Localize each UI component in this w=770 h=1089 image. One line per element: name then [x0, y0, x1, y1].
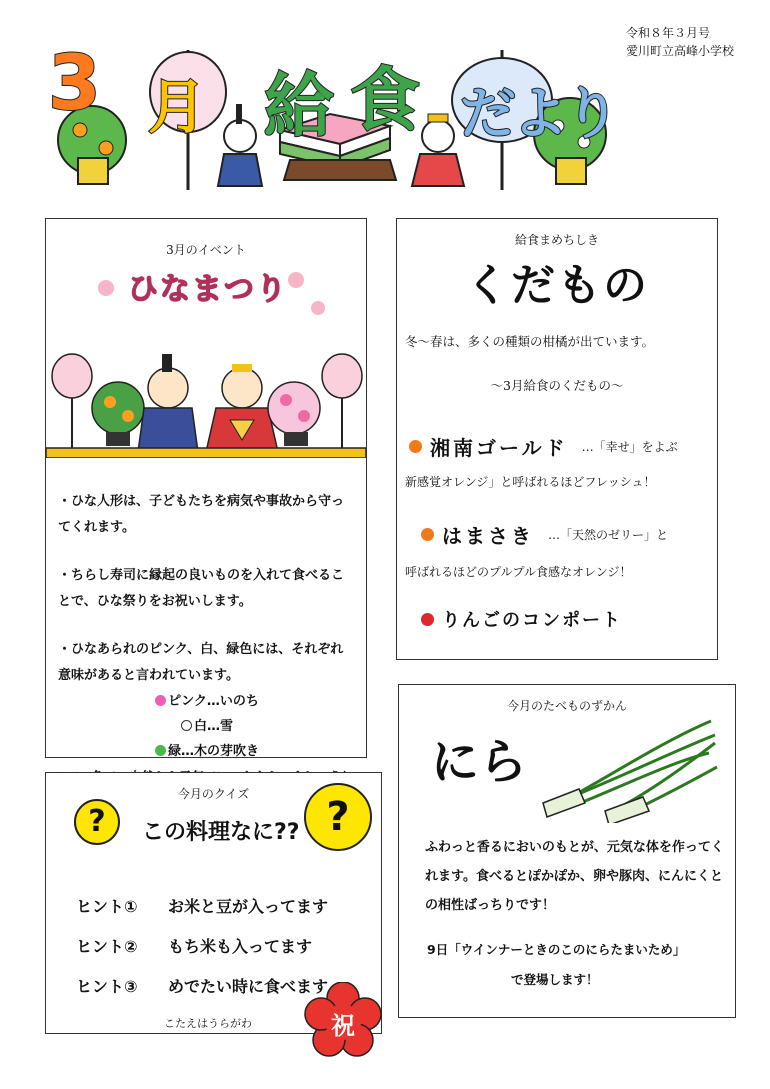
title-number: 3 [48, 38, 101, 127]
newsletter-title [40, 30, 620, 190]
lantern-icon [322, 354, 362, 450]
title-kyu: 給 [264, 65, 334, 147]
event-paragraph-3: ・ひなあられのピンク、白、緑色には、それぞれ意味があると言われています。 [58, 642, 344, 683]
pink-dot-icon [155, 695, 166, 706]
fruit-item [405, 432, 709, 490]
fruit-section [396, 218, 718, 660]
hint-text: めでたい時に食べます [168, 977, 329, 996]
hint-label: ヒント① [76, 897, 138, 916]
lantern-icon [52, 354, 92, 450]
food-description: ふわっと香るにおいのもとが、元気な体を作ってくれます。食べるとぽかぽか、卵や豚肉、にんにくとの相性ばっちりです！ [425, 840, 724, 913]
food-menu-line-1: 9日「ウインナーときのこのにらたまいため」 [427, 942, 686, 957]
hint-label: ヒント③ [76, 977, 138, 996]
hint-row [76, 877, 328, 917]
fruit-item [405, 520, 709, 580]
event-paragraph-2: ・ちらし寿司に縁起の良いものを入れて食べることで、ひな祭りをお祝いします。 [58, 568, 345, 609]
chives-icon [539, 713, 719, 823]
peach-tree-icon [268, 382, 320, 446]
empress-doll-icon [206, 364, 278, 452]
quiz-question-left [74, 799, 120, 845]
quiz-question-right [304, 783, 372, 851]
hinamatsuri-banner: ひなまつり [128, 272, 288, 307]
hint-label: ヒント② [76, 937, 138, 956]
school-name: 愛川町立高峰小学校 [626, 44, 735, 58]
fruit-desc-2: 新感覚オレンジ」と呼ばれるほどフレッシュ！ [405, 475, 656, 489]
hint-text: お米と豆が入ってます [168, 897, 329, 916]
event-illustration [46, 258, 366, 463]
event-paragraph-1: ・ひな人形は、子どもたちを病気や事故から守ってくれます。 [58, 494, 345, 535]
hina-dolls-illustration [46, 258, 366, 458]
meaning-pink: ピンク…いのち [58, 689, 356, 714]
white-dot-icon [181, 720, 192, 731]
event-section [45, 218, 367, 758]
green-dot-icon [155, 745, 166, 756]
food-menu-line-2: で登場します！ [511, 972, 599, 987]
fruit-item [421, 606, 709, 632]
emperor-doll-icon [218, 104, 262, 186]
title-month: 月 [148, 73, 207, 141]
title-shoku: 食 [350, 59, 420, 141]
fruit-subtitle: ～3月給食のくだもの～ [490, 378, 624, 393]
issue-date: 令和８年３月号 [626, 26, 711, 40]
fruit-name: 湘南ゴールド [430, 436, 568, 460]
arare-meanings [58, 689, 356, 764]
stamp-text: 祝 [331, 1012, 355, 1040]
fruit-intro: 冬～春は、多くの種類の柑橘が出ています。 [405, 334, 655, 349]
hint-row [76, 917, 328, 957]
fruit-desc: …「天然のゼリー」と [548, 528, 669, 542]
fruit-title: くだもの [465, 260, 649, 311]
issue-info [626, 24, 734, 60]
food-title: にら [431, 734, 528, 790]
event-heading: 3月のイベント [166, 243, 246, 257]
hint-row [76, 957, 328, 997]
fruit-desc: …「幸せ」をよぶ [581, 440, 678, 454]
answer-note: こたえはうらがわ [164, 1017, 252, 1030]
orange-icon [421, 528, 434, 541]
apple-icon [421, 613, 434, 626]
hint-text: もち米も入ってます [168, 937, 313, 956]
fruit-name: はまさき [442, 524, 534, 548]
fruit-desc-2: 呼ばれるほどのプルプル食感なオレンジ！ [405, 565, 632, 579]
fruit-name: りんごのコンポート [442, 610, 622, 631]
quiz-hints [76, 877, 328, 997]
quiz-title: この料理なに?? [142, 820, 300, 845]
question-mark-icon: ? [326, 794, 350, 840]
quiz-heading: 今月のクイズ [177, 787, 250, 801]
question-mark-icon: ? [88, 804, 106, 839]
meaning-white: 白…雪 [58, 714, 356, 739]
title-dayori: だより [460, 82, 616, 147]
food-section [398, 684, 736, 1018]
emperor-doll-icon [138, 354, 198, 452]
fruit-heading: 給食まめちしき [514, 233, 599, 247]
celebration-stamp [304, 982, 382, 1060]
tachibana-tree-icon [92, 382, 144, 446]
meaning-green: 緑…木の芽吹き [58, 739, 356, 764]
plum-blossom-icon [98, 272, 325, 315]
food-heading: 今月のたべものずかん [506, 699, 627, 713]
orange-icon [409, 440, 422, 453]
